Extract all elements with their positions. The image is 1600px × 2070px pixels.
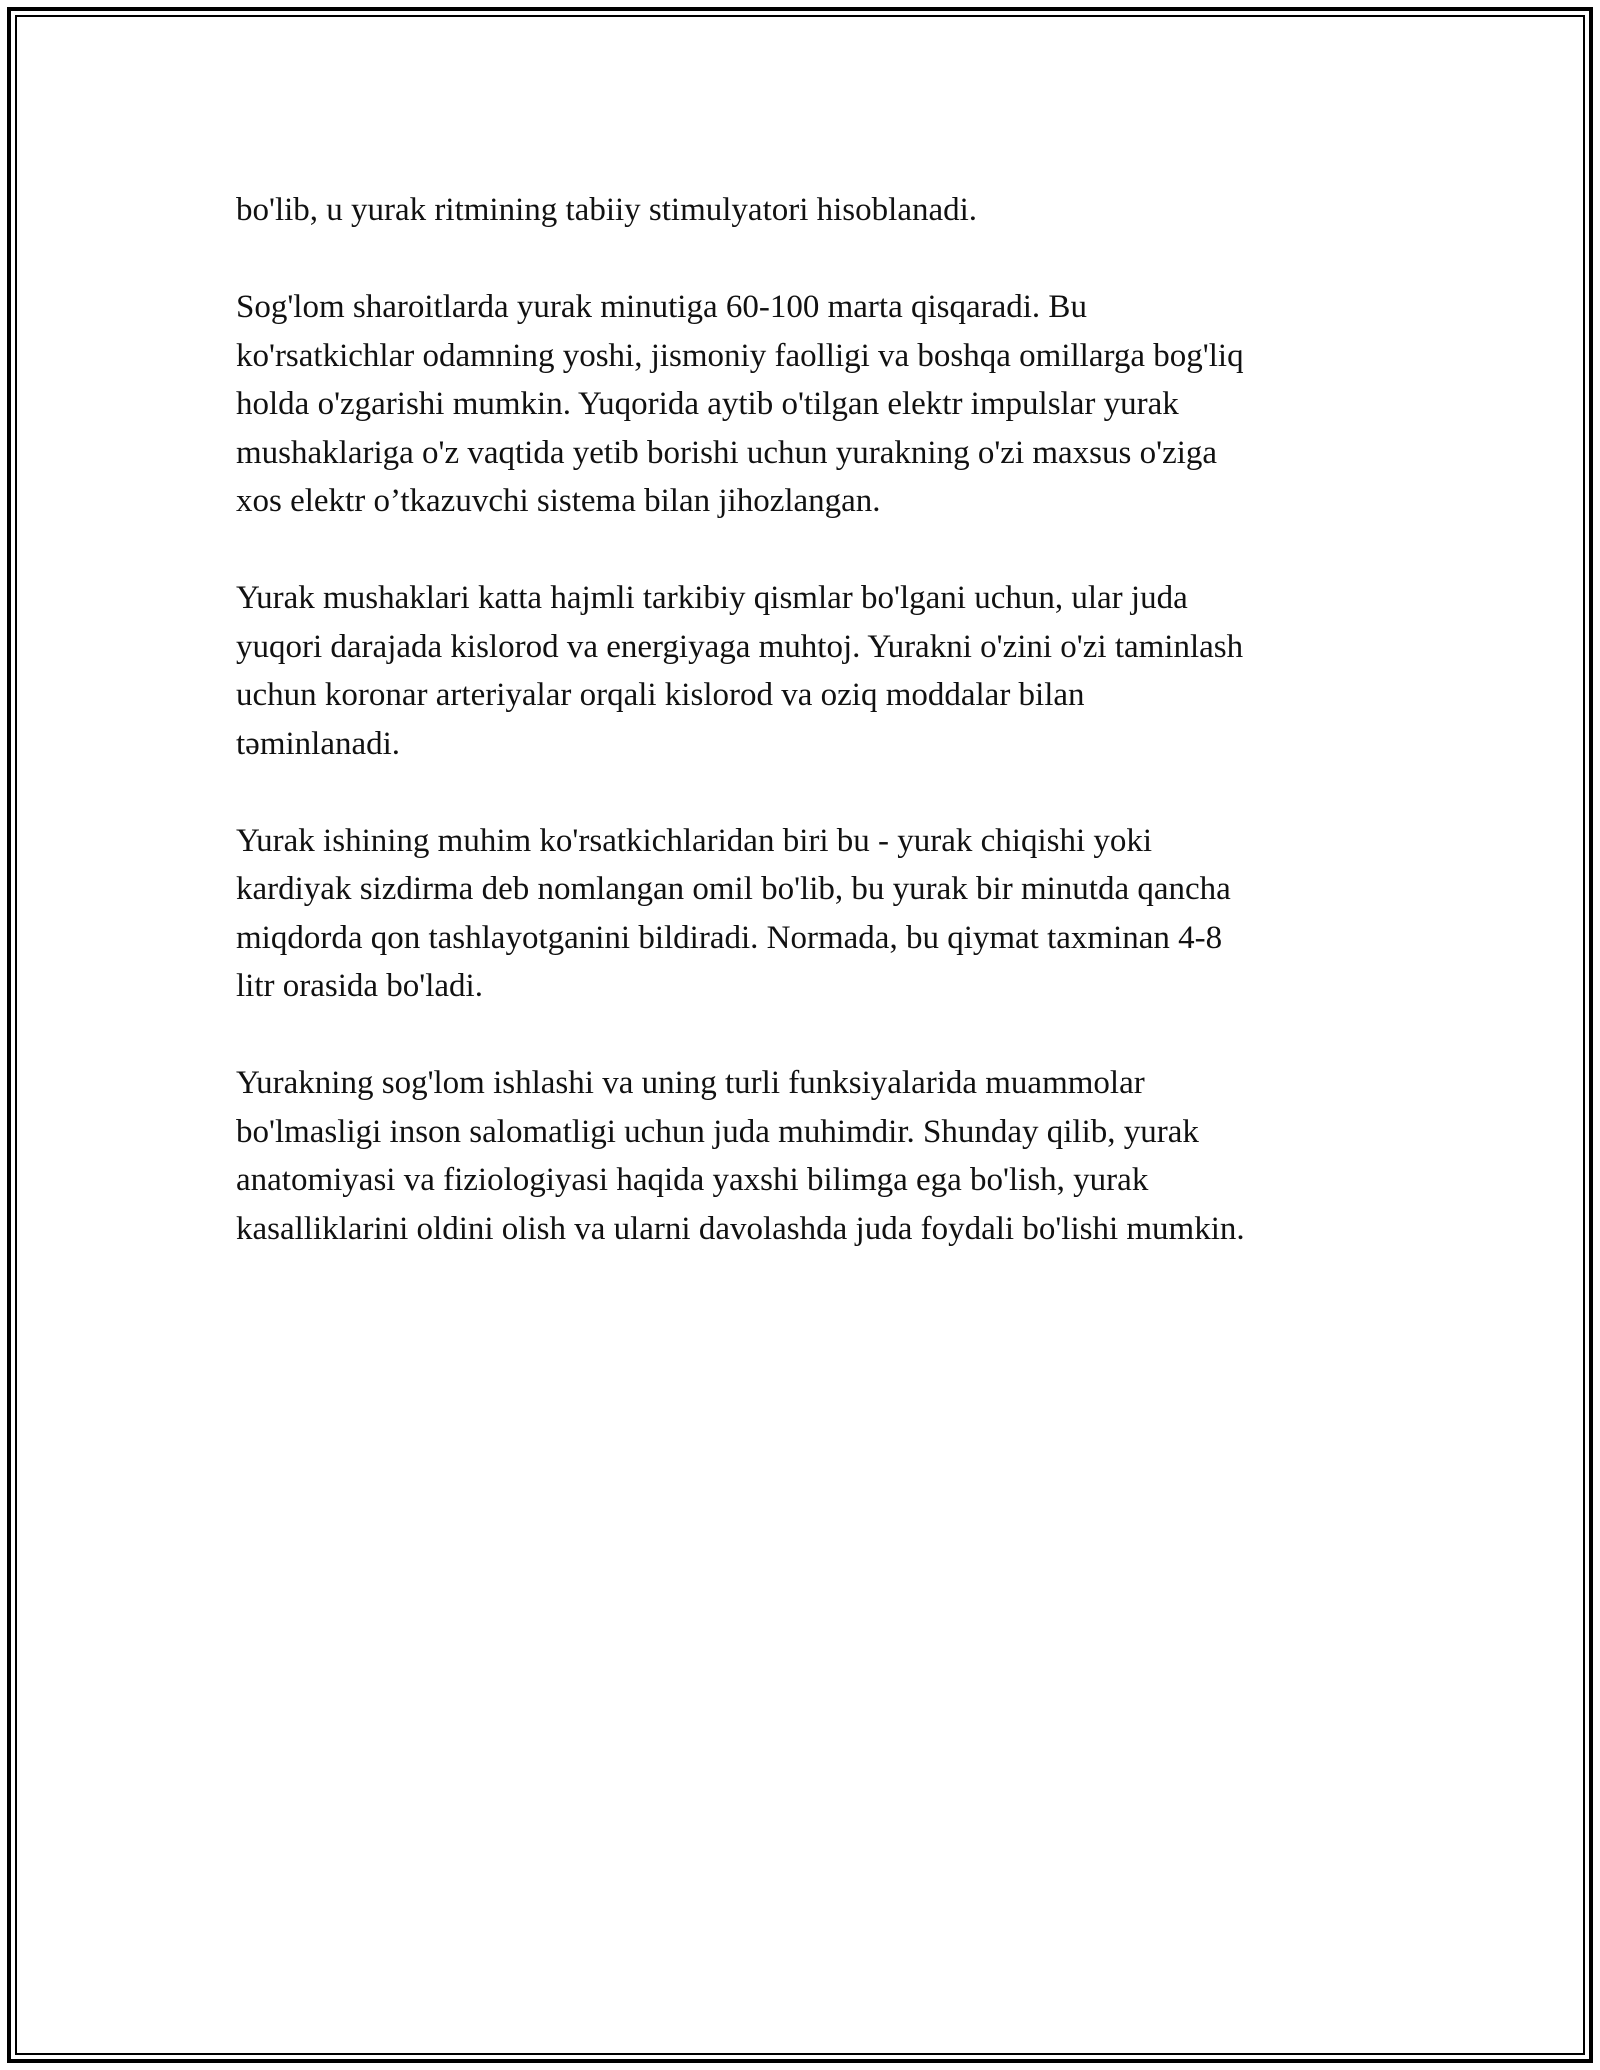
paragraph-2: Sog'lom sharoitlarda yurak minutiga 60-100 marta qisqaradi. Bu ko'rsatkichlar odamning yoshi, jismoniy faolligi va boshqa omillarga bog'liq holda o'zgarishi mumkin. Yuqorida aytib o'tilgan elektr impulslar yurak mushaklariga o'z vaqtida yetib borishi uchun yurakning o'zi maxsus o'ziga xos elektr o’tkazuvchi sistema bilan jihozlangan.	[236, 289, 1244, 519]
paragraph-1: bo'lib, u yurak ritmining tabiiy stimulyatori hisoblanadi.	[236, 192, 978, 228]
document-body	[236, 186, 1386, 1302]
paragraph-4: Yurak ishining muhim ko'rsatkichlaridan biri bu - yurak chiqishi yoki kardiyak sizdirma deb nomlangan omil bo'lib, bu yurak bir minutda qancha miqdorda qon tashlayotganini bildiradi. Normada, bu qiymat taxminan 4-8 litr orasida bo'ladi.	[236, 822, 1231, 1004]
paragraph-5: Yurakning sog'lom ishlashi va uning turli funksiyalarida muammolar bo'lmasligi inson salomatligi uchun juda muhimdir. Shunday qilib, yurak anatomiyasi va fiziologiyasi haqida yaxshi bilimga ega bo'lish, yurak kasalliklarini oldini olish va ularni davolashda juda foydali bo'lishi mumkin.	[236, 1065, 1245, 1247]
paragraph-3: Yurak mushaklari katta hajmli tarkibiy qismlar bo'lgani uchun, ular juda yuqori darajada kislorod va energiyaga muhtoj. Yurakni o'zini o'zi taminlash uchun koronar arteriyalar orqali kislorod va oziq moddalar bilan təminlanadi.	[236, 580, 1244, 762]
